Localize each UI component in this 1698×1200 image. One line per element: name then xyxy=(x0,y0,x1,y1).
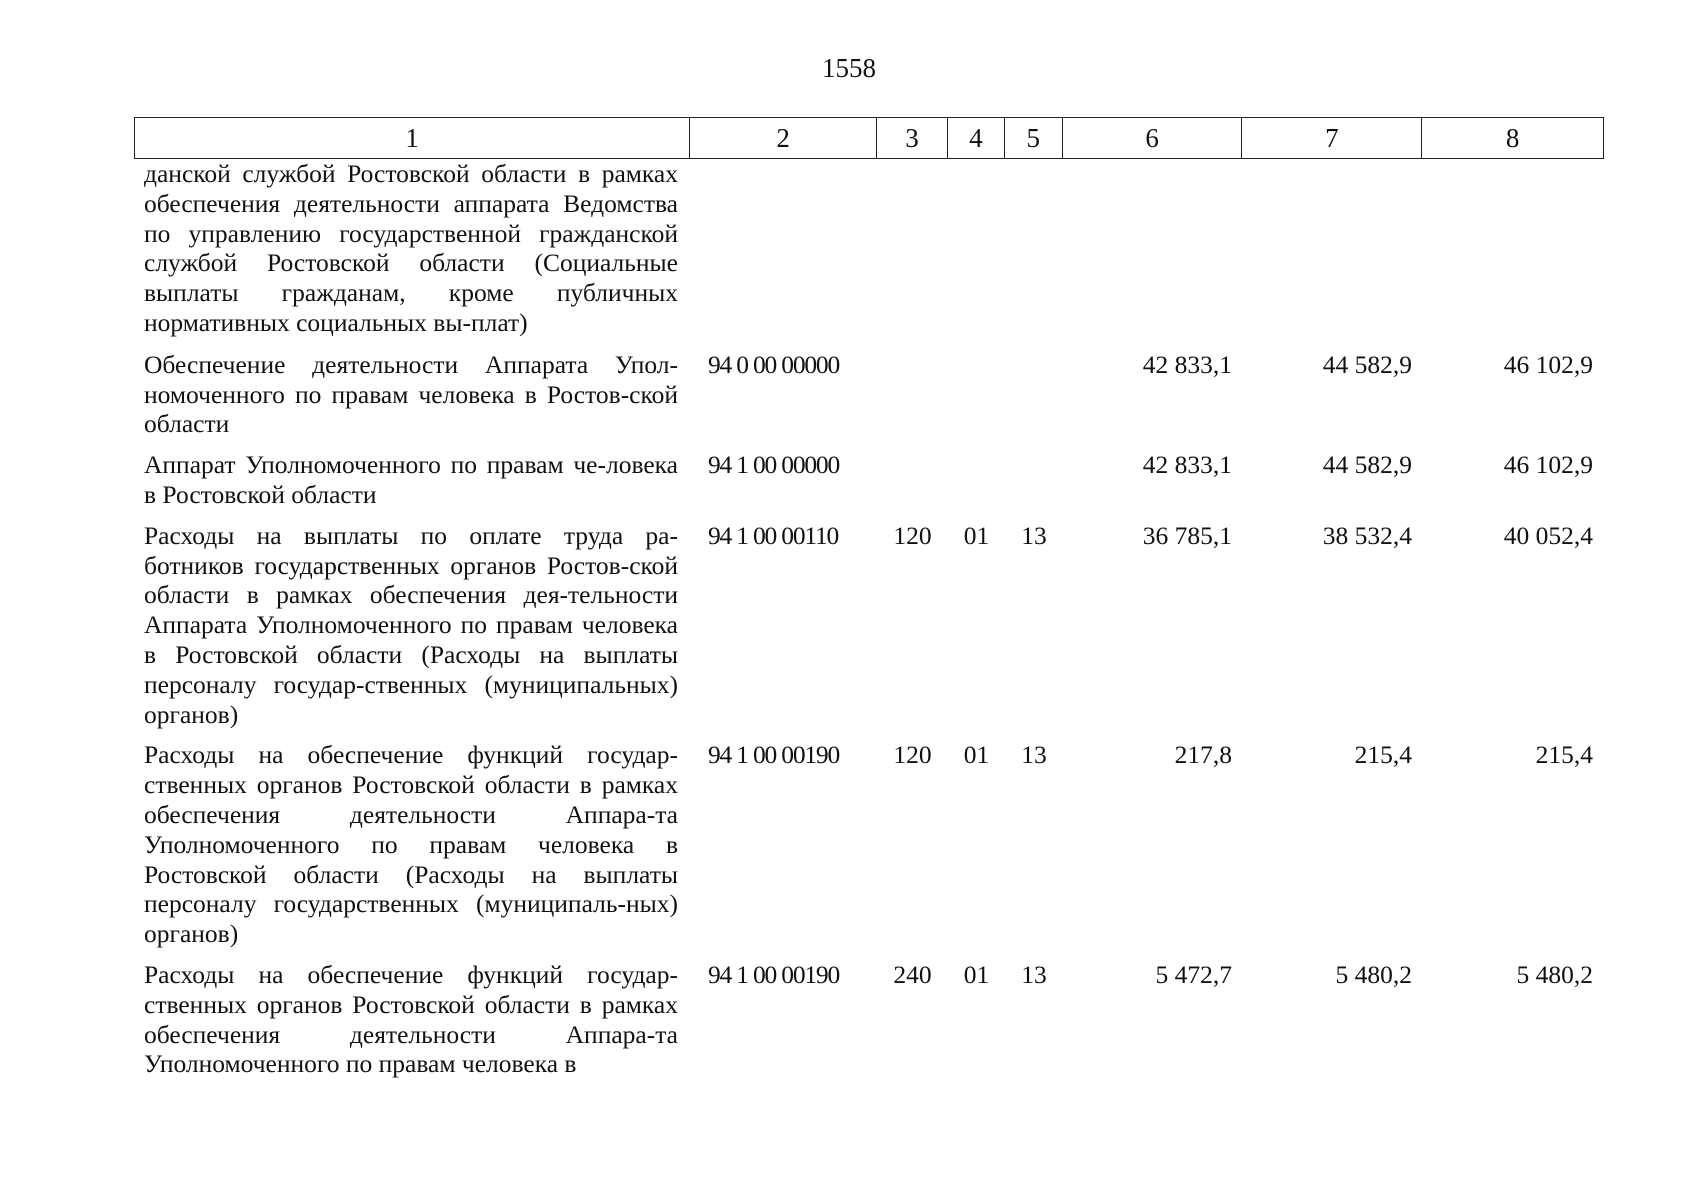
row-value-6: 217,8 xyxy=(1174,740,1232,770)
row-value-6: 42 833,1 xyxy=(1142,349,1232,379)
row-value-8: 40 052,4 xyxy=(1503,520,1593,550)
row-value-6: 36 785,1 xyxy=(1142,520,1232,550)
row-value-8: 46 102,9 xyxy=(1503,450,1593,480)
header-col-6: 6 xyxy=(1063,118,1243,158)
row-value-6: 42 833,1 xyxy=(1142,450,1232,480)
row-col-5 xyxy=(1005,159,1063,338)
table-header xyxy=(134,117,1604,159)
table-row xyxy=(134,159,1604,338)
row-value-7: 215,4 xyxy=(1354,740,1412,770)
table-row xyxy=(134,350,1604,439)
row-value-6: 5 472,7 xyxy=(1155,959,1232,989)
row-col-5: 13 xyxy=(1021,740,1047,770)
row-col-3 xyxy=(877,350,948,439)
row-col-3 xyxy=(877,159,948,338)
row-code xyxy=(690,159,877,338)
row-col-4: 01 xyxy=(963,959,990,989)
row-value-8 xyxy=(1423,159,1604,338)
row-code: 94 1 00 00190 xyxy=(708,959,840,989)
header-col-2: 2 xyxy=(690,118,877,158)
header-col-7: 7 xyxy=(1242,118,1422,158)
table-row xyxy=(134,450,1604,510)
row-col-3: 120 xyxy=(893,740,932,770)
table-row xyxy=(134,521,1604,730)
row-value-7: 38 532,4 xyxy=(1322,520,1412,550)
row-col-4 xyxy=(948,450,1005,510)
row-col-3: 120 xyxy=(893,520,932,550)
row-name: Расходы на обеспечение функций государ-ственных органов Ростовской области в рамках обеспечения деятельности Аппара-та Уполномоченного по правам человека в xyxy=(144,959,678,1079)
row-col-5: 13 xyxy=(1021,520,1047,550)
row-col-4: 01 xyxy=(963,740,990,770)
row-col-3 xyxy=(877,450,948,510)
header-col-5: 5 xyxy=(1005,118,1063,158)
row-value-7: 44 582,9 xyxy=(1322,349,1412,379)
row-col-4 xyxy=(948,350,1005,439)
row-col-5 xyxy=(1005,450,1063,510)
header-col-3: 3 xyxy=(877,118,948,158)
row-col-5 xyxy=(1005,350,1063,439)
row-col-4 xyxy=(948,159,1005,338)
table-row xyxy=(134,740,1604,949)
row-value-8: 5 480,2 xyxy=(1516,959,1593,989)
row-name: Обеспечение деятельности Аппарата Упол-номоченного по правам человека в Ростов-ской области xyxy=(144,349,678,439)
row-value-7: 44 582,9 xyxy=(1322,450,1412,480)
page-number: 1558 xyxy=(822,53,876,83)
row-name: Аппарат Уполномоченного по правам че-ловека в Ростовской области xyxy=(144,450,678,509)
row-value-8: 46 102,9 xyxy=(1503,349,1593,379)
row-col-5: 13 xyxy=(1021,959,1047,989)
row-code: 94 0 00 00000 xyxy=(708,349,840,379)
row-code: 94 1 00 00000 xyxy=(708,450,840,480)
table-body xyxy=(134,159,1604,1079)
header-col-1: 1 xyxy=(135,118,690,158)
table-row xyxy=(134,960,1604,1079)
header-col-8: 8 xyxy=(1505,123,1520,153)
row-col-4: 01 xyxy=(963,520,990,550)
row-value-8: 215,4 xyxy=(1535,740,1593,770)
row-name: Расходы на обеспечение функций государ-ственных органов Ростовской области в рамках обеспечения деятельности Аппара-та Уполномоченного по правам человека в Ростовской области (Расходы на выплаты персоналу государственных (муниципаль-ных) органов) xyxy=(144,740,678,949)
header-col-4: 4 xyxy=(948,118,1005,158)
row-name: данской службой Ростовской области в рамках обеспечения деятельности аппарата Ведомства по управлению государственной гражданской службой Ростовской области (Социальные выплаты гражданам, кроме публичных нормативных социальных вы-плат) xyxy=(144,159,678,337)
row-code: 94 1 00 00110 xyxy=(708,520,839,550)
row-value-7 xyxy=(1243,159,1423,338)
row-col-3: 240 xyxy=(893,959,932,989)
row-code: 94 1 00 00190 xyxy=(708,740,840,770)
row-value-7: 5 480,2 xyxy=(1335,959,1412,989)
row-name: Расходы на выплаты по оплате труда ра-ботников государственных органов Ростов-ской области в рамках обеспечения дея-тельности Аппарата Уполномоченного по правам человека в Ростовской области (Расходы на выплаты персоналу государ-ственных (муниципальных) органов) xyxy=(144,520,678,729)
row-value-6 xyxy=(1063,159,1243,338)
